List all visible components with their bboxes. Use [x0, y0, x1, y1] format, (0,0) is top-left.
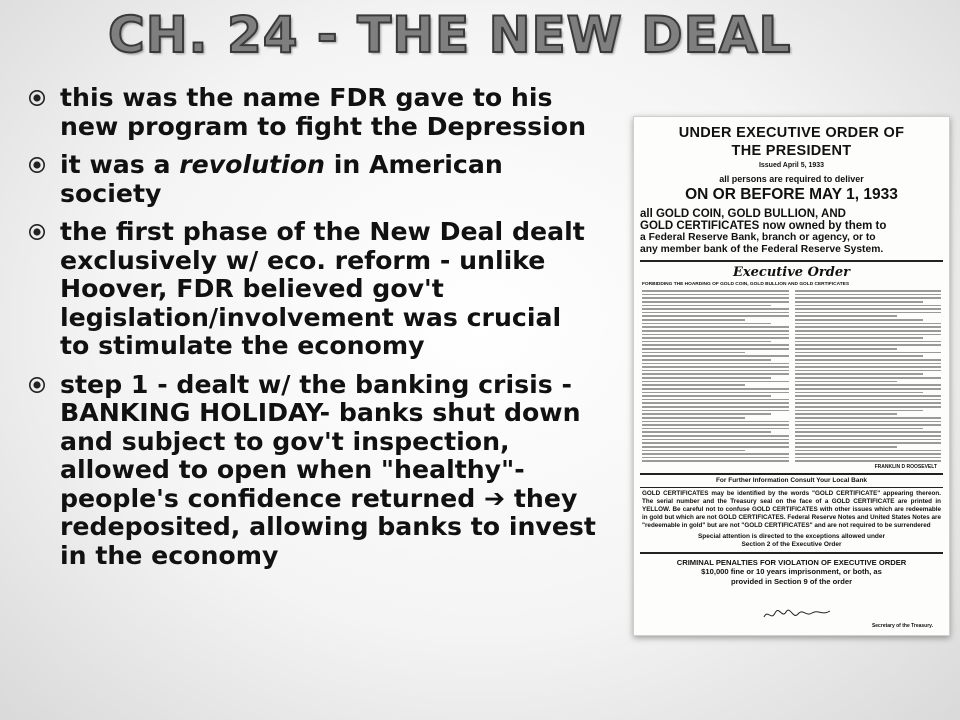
fine-print-line	[642, 334, 789, 336]
fine-print-line	[642, 348, 789, 350]
fine-print-line	[795, 294, 942, 296]
fine-print-line	[795, 352, 942, 354]
fine-print-line	[642, 413, 771, 415]
fine-print-line	[795, 297, 942, 299]
fine-print-line	[642, 312, 789, 314]
poster-special-attention	[634, 533, 949, 549]
fine-print-line	[642, 421, 789, 423]
fine-print-line	[795, 326, 942, 328]
fine-print-line	[642, 410, 789, 412]
bullet-text-pre: it was a	[60, 150, 180, 179]
bullet-icon	[28, 89, 46, 107]
fine-print-line	[795, 290, 942, 292]
fine-print-line	[642, 384, 745, 386]
fine-print-line	[795, 402, 942, 404]
fine-print-line	[642, 435, 789, 437]
fine-print-line	[642, 402, 789, 404]
bullet-icon	[28, 156, 46, 174]
fine-print-line	[795, 417, 942, 419]
poster-issued-date: Issued April 5, 1933	[758, 162, 825, 169]
poster-forbidding-line: FORBIDDING THE HOARDING OF GOLD COIN, GOLD BULLION AND GOLD CERTIFICATES	[642, 282, 850, 287]
poster-divider	[640, 473, 943, 475]
bullet-item	[26, 151, 596, 208]
executive-order-poster-image	[633, 116, 950, 636]
fine-print-line	[642, 305, 771, 307]
fine-print-line	[642, 366, 789, 368]
poster-special-line: Special attention is directed to the exceptions allowed under	[697, 533, 886, 540]
fine-print-line	[642, 315, 789, 317]
poster-criminal-line: provided in Section 9 of the order	[730, 576, 853, 586]
fine-print-line	[795, 439, 942, 441]
poster-gold-instructions	[640, 208, 943, 256]
fine-print-line	[642, 424, 789, 426]
bullet-item	[26, 218, 596, 361]
fine-print-line	[795, 428, 924, 430]
fine-print-line	[795, 421, 942, 423]
poster-special-line: Section 2 of the Executive Order	[741, 541, 842, 548]
fine-print-line	[795, 395, 942, 397]
fine-print-line	[795, 384, 942, 386]
poster-executive-order-heading: Executive Order	[733, 265, 850, 280]
bullet-text-post: in American society	[60, 150, 503, 208]
fine-print-line	[642, 308, 789, 310]
bullet-item	[26, 84, 596, 141]
poster-certificates-text: GOLD CERTIFICATES may be identified by the words "GOLD CERTIFICATE" appearing thereon. The serial number and the Treasury seal on the face of a GOLD CERTIFICATE are printed in YELLOW. Be careful not to confuse GOLD CERTIFICATES with other issues which are redeemable in gold but which are not GOLD CERTIFICATES. Federal Reserve Notes and United States Notes are "redeemable in gold" but are not "GOLD CERTIFICATES" and are not required to be surrendered	[642, 490, 941, 529]
fine-print-line	[795, 431, 942, 433]
bullet-icon	[28, 223, 46, 241]
fine-print-line	[642, 460, 789, 462]
fine-print-line	[795, 305, 942, 307]
fine-print-line	[642, 431, 771, 433]
fine-print-line	[642, 377, 771, 379]
fine-print-line	[642, 355, 789, 357]
fine-print-line	[642, 330, 789, 332]
fine-print-line	[795, 355, 924, 357]
fine-print-line	[642, 352, 745, 354]
fine-print-line	[642, 319, 745, 321]
fine-print-line	[642, 359, 771, 361]
fine-print-line	[642, 341, 771, 343]
fine-print-line	[795, 399, 942, 401]
fine-print-line	[795, 319, 924, 321]
fine-print-line	[642, 395, 771, 397]
fine-print-line	[795, 366, 942, 368]
fine-print-line	[795, 334, 942, 336]
fine-print-line	[642, 294, 789, 296]
poster-fine-print-column	[795, 290, 942, 462]
fine-print-line	[642, 344, 789, 346]
poster-divider	[640, 552, 943, 554]
fine-print-line	[642, 442, 789, 444]
fine-print-line	[795, 392, 924, 394]
fine-print-line	[642, 428, 789, 430]
poster-gold-line: any member bank of the Federal Reserve System.	[640, 244, 884, 255]
poster-handwritten-signature	[762, 605, 832, 623]
fine-print-line	[795, 348, 898, 350]
fine-print-line	[795, 370, 942, 372]
fine-print-line	[795, 388, 942, 390]
poster-signature-name: FRANKLIN D ROOSEVELT	[874, 464, 937, 470]
fine-print-line	[795, 341, 942, 343]
bullet-text-post: they redeposited, allowing banks to invest in the economy	[60, 483, 596, 570]
bullet-text: the first phase of the New Deal dealt exclusively w/ eco. reform - unlike Hoover, FDR believed gov't legislation/involvement was crucial to stimulate the economy	[60, 217, 585, 360]
poster-consult-line: For Further Information Consult Your Local Bank	[715, 476, 868, 484]
fine-print-line	[642, 323, 771, 325]
fine-print-line	[642, 406, 789, 408]
poster-gold-line: GOLD CERTIFICATES now owned by them to	[640, 220, 887, 232]
poster-heading: THE PRESIDENT	[731, 143, 852, 159]
fine-print-line	[795, 330, 942, 332]
poster-divider	[640, 260, 943, 262]
fine-print-line	[795, 301, 924, 303]
fine-print-line	[642, 399, 789, 401]
fine-print-line	[642, 363, 789, 365]
poster-deadline: ON OR BEFORE MAY 1, 1933	[685, 186, 898, 203]
fine-print-line	[642, 373, 789, 375]
arrow-right-icon: ➔	[484, 483, 506, 513]
fine-print-line	[795, 446, 898, 448]
poster-gold-line: a Federal Reserve Bank, branch or agency, or to	[640, 232, 876, 243]
poster-criminal-line: $10,000 fine or 10 years imprisonment, or both, as	[701, 567, 882, 576]
poster-heading: UNDER EXECUTIVE ORDER OF	[678, 125, 905, 141]
fine-print-line	[795, 308, 942, 310]
fine-print-line	[642, 381, 789, 383]
fine-print-line	[642, 326, 789, 328]
fine-print-line	[642, 290, 789, 292]
fine-print-line	[642, 297, 789, 299]
fine-print-line	[795, 424, 942, 426]
fine-print-line	[642, 370, 789, 372]
fine-print-line	[795, 337, 924, 339]
poster-secretary-line: Secretary of the Treasury.	[871, 623, 933, 629]
fine-print-line	[795, 457, 942, 459]
fine-print-line	[795, 442, 942, 444]
fine-print-line	[795, 363, 942, 365]
fine-print-line	[642, 450, 745, 452]
slide-title: CH. 24 - THE NEW DEAL	[108, 6, 792, 64]
fine-print-line	[642, 388, 789, 390]
poster-fine-print	[642, 290, 941, 462]
fine-print-line	[795, 344, 942, 346]
fine-print-line	[795, 315, 898, 317]
fine-print-line	[642, 301, 789, 303]
poster-divider	[640, 487, 943, 489]
bullet-emphasis: revolution	[179, 150, 325, 179]
fine-print-line	[642, 439, 789, 441]
fine-print-line	[795, 460, 942, 462]
poster-fine-print-column	[642, 290, 789, 462]
fine-print-line	[642, 337, 789, 339]
fine-print-line	[795, 410, 924, 412]
bullet-icon	[28, 376, 46, 394]
bullet-list	[26, 84, 596, 580]
fine-print-line	[642, 457, 789, 459]
fine-print-line	[795, 453, 942, 455]
fine-print-line	[642, 453, 789, 455]
fine-print-line	[795, 377, 942, 379]
fine-print-line	[795, 323, 942, 325]
poster-gold-line: all GOLD COIN, GOLD BULLION, AND	[640, 208, 846, 220]
fine-print-line	[795, 373, 924, 375]
bullet-text: this was the name FDR gave to his new program to fight the Depression	[60, 83, 587, 141]
fine-print-line	[642, 446, 789, 448]
fine-print-line	[795, 381, 898, 383]
fine-print-line	[642, 392, 789, 394]
bullet-text-pre: step 1 - dealt w/ the banking crisis - BANKING HOLIDAY- banks shut down and subject to gov't inspection, allowed to open when "healthy"- people's confidence returned	[60, 369, 581, 513]
fine-print-line	[795, 413, 898, 415]
bullet-item	[26, 371, 596, 571]
fine-print-line	[642, 417, 745, 419]
fine-print-line	[795, 435, 942, 437]
fine-print-line	[795, 450, 942, 452]
fine-print-line	[795, 406, 942, 408]
poster-criminal-penalties	[634, 558, 949, 587]
poster-persons-required: all persons are required to deliver	[719, 174, 864, 184]
poster-criminal-line: CRIMINAL PENALTIES FOR VIOLATION OF EXECUTIVE ORDER	[676, 557, 907, 567]
fine-print-line	[795, 359, 942, 361]
fine-print-line	[795, 312, 942, 314]
